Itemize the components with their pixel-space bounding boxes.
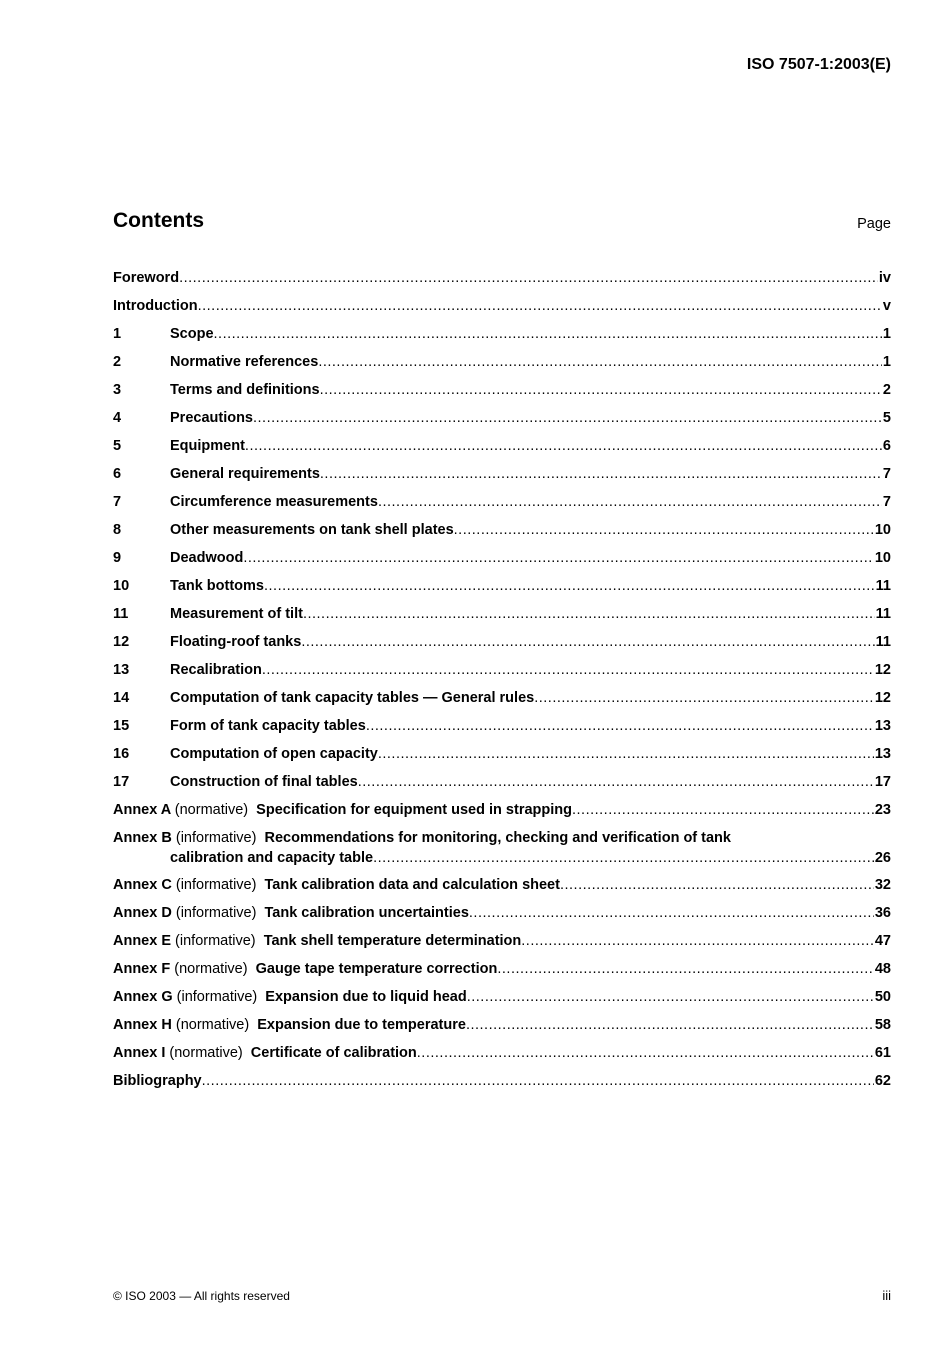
toc-entry-title: Form of tank capacity tables (170, 718, 366, 734)
toc-clause-number: 16 (113, 746, 130, 762)
toc-entry-page: 62 (874, 1073, 891, 1089)
toc-annex-row[interactable] (113, 1043, 891, 1071)
toc-entry-title: Measurement of tilt (170, 606, 303, 622)
toc-clause-number: 1 (113, 326, 122, 342)
toc-clause-number: 9 (113, 550, 122, 566)
toc-entry-page: 47 (874, 933, 891, 949)
dot-leader (373, 848, 874, 868)
toc-clause-row[interactable] (113, 576, 891, 604)
dot-leader (378, 744, 874, 764)
toc-entry-title: Equipment (170, 438, 245, 454)
toc-entry-page: 7 (882, 466, 891, 482)
toc-annex-type: (informative) (176, 989, 258, 1005)
toc-annex-row[interactable] (113, 1015, 891, 1043)
toc-entry-page: 6 (882, 438, 891, 454)
toc-annex-type: (informative) (175, 830, 257, 846)
toc-annex-row[interactable] (113, 931, 891, 959)
toc-entry-page: 1 (882, 326, 891, 342)
toc-foreword[interactable] (113, 268, 891, 296)
toc-entry-page: 10 (874, 522, 891, 538)
toc-clause-row[interactable] (113, 380, 891, 408)
toc-entry-title: Construction of final tables (170, 774, 358, 790)
toc-annex-label: Annex B (113, 830, 172, 846)
dot-leader (320, 464, 882, 484)
toc-clause-row[interactable] (113, 548, 891, 576)
toc-annex-row[interactable] (113, 828, 891, 875)
toc-entry-title: Specification for equipment used in strapping (256, 802, 572, 818)
toc-entry-page: 50 (874, 989, 891, 1005)
toc-annex-label: Annex D (113, 905, 172, 921)
toc-annex-label: Annex C (113, 877, 172, 893)
toc-clause-number: 7 (113, 494, 122, 510)
toc-entry-page: 48 (874, 961, 891, 977)
toc-clause-row[interactable] (113, 408, 891, 436)
toc-entry-title: Recalibration (170, 662, 262, 678)
toc-clause-number: 14 (113, 690, 130, 706)
toc-entry-title: Tank shell temperature determination (263, 933, 522, 949)
dot-leader (417, 1043, 874, 1063)
toc-entry-title: Precautions (170, 410, 253, 426)
dot-leader (264, 576, 875, 596)
toc-annex-label: Annex E (113, 933, 172, 949)
toc-clause-row[interactable] (113, 604, 891, 632)
toc-clause-row[interactable] (113, 772, 891, 800)
toc-entry-title: Bibliography (113, 1073, 202, 1089)
toc-entry-page: 11 (875, 606, 891, 622)
toc-entry-page: 32 (874, 877, 891, 893)
toc-entry-page: 26 (874, 850, 891, 866)
toc-clause-number: 4 (113, 410, 122, 426)
toc-entry-page: 58 (874, 1017, 891, 1033)
toc-annex-type: (normative) (169, 1045, 243, 1061)
toc-annex-row[interactable] (113, 875, 891, 903)
toc-entry-page: 11 (875, 634, 891, 650)
toc-clause-row[interactable] (113, 464, 891, 492)
toc-annex-label: Annex A (113, 802, 171, 818)
dot-leader (454, 520, 874, 540)
toc-entry-title: Computation of tank capacity tables — General rules (170, 690, 535, 706)
toc-clause-row[interactable] (113, 632, 891, 660)
toc-clause-number: 6 (113, 466, 122, 482)
toc-entry-page: 11 (875, 578, 891, 594)
toc-entry-page: 23 (874, 802, 891, 818)
toc-entry-title: Expansion due to liquid head (265, 989, 467, 1005)
toc-entry-page: 17 (874, 774, 891, 790)
toc-entry-title: Deadwood (170, 550, 244, 566)
toc-clause-number: 8 (113, 522, 122, 538)
toc-clause-number: 10 (113, 578, 130, 594)
toc-entry-title: Expansion due to temperature (257, 1017, 466, 1033)
page-column-label: Page (857, 216, 891, 232)
toc-entry-title: General requirements (170, 466, 320, 482)
toc-clause-row[interactable] (113, 660, 891, 688)
toc-annex-type: (informative) (175, 933, 256, 949)
dot-leader (318, 352, 882, 372)
toc-entry-title: Foreword (113, 270, 180, 286)
dot-leader (202, 1071, 874, 1091)
toc-entry-page: 12 (874, 662, 891, 678)
toc-entry-page: 13 (874, 746, 891, 762)
toc-clause-row[interactable] (113, 744, 891, 772)
toc-entry-title: Computation of open capacity (170, 746, 378, 762)
toc-entry-title: Tank bottoms (170, 578, 264, 594)
toc-annex-label: Annex H (113, 1017, 172, 1033)
dot-leader (534, 688, 874, 708)
toc-entry-title: Floating-roof tanks (170, 634, 302, 650)
toc-entry-title: Normative references (170, 354, 319, 370)
toc-entry-title: Recommendations for monitoring, checking and verification of tank (264, 830, 731, 846)
toc-annex-type: (normative) (175, 1017, 250, 1033)
toc-entry-page: 5 (882, 410, 891, 426)
toc-entry-title: Circumference measurements (170, 494, 378, 510)
toc-entry-title: Introduction (113, 298, 198, 314)
dot-leader (467, 987, 874, 1007)
toc-annex-type: (informative) (175, 905, 257, 921)
toc-entry-page: 2 (882, 382, 891, 398)
toc-entry-page: v (882, 298, 891, 314)
toc-clause-number: 3 (113, 382, 122, 398)
contents-title: Contents (113, 209, 204, 232)
dot-leader (358, 772, 874, 792)
toc-annex-label: Annex G (113, 989, 173, 1005)
toc-introduction[interactable] (113, 296, 891, 324)
toc-clause-number: 11 (113, 606, 129, 622)
toc-clause-row[interactable] (113, 688, 891, 716)
dot-leader (243, 548, 874, 568)
toc-entry-page: 12 (874, 690, 891, 706)
toc-annex-label: Annex F (113, 961, 171, 977)
toc-entry-title: Tank calibration uncertainties (264, 905, 469, 921)
toc-entry-page: 10 (874, 550, 891, 566)
dot-leader (214, 324, 882, 344)
toc-annex-row[interactable] (113, 959, 891, 987)
toc-annex-label: Annex I (113, 1045, 166, 1061)
footer-copyright: © ISO 2003 — All rights reserved (113, 1289, 290, 1303)
toc-clause-row[interactable] (113, 520, 891, 548)
toc-annex-row[interactable] (113, 903, 891, 931)
toc-entry-title: Gauge tape temperature correction (255, 961, 498, 977)
document-id: ISO 7507-1:2003(E) (746, 56, 891, 73)
toc-entry-title: Tank calibration data and calculation sheet (264, 877, 560, 893)
toc-entry-title: Scope (170, 326, 214, 342)
dot-leader (245, 436, 882, 456)
dot-leader (469, 903, 874, 923)
toc-entry-title: Other measurements on tank shell plates (170, 522, 454, 538)
toc-entry-page: 36 (874, 905, 891, 921)
dot-leader (466, 1015, 874, 1035)
toc-entry-title-continued: calibration and capacity table (170, 850, 374, 866)
toc-clause-number: 12 (113, 634, 130, 650)
dot-leader (303, 604, 875, 624)
toc-entry-title: Certificate of calibration (250, 1045, 417, 1061)
toc-annex-row[interactable] (113, 987, 891, 1015)
toc-entry-page: 13 (874, 718, 891, 734)
dot-leader (366, 716, 874, 736)
toc-bibliography[interactable] (113, 1071, 891, 1099)
toc-clause-number: 15 (113, 718, 130, 734)
toc-annex-row[interactable] (113, 800, 891, 828)
toc-annex-type: (informative) (175, 877, 257, 893)
toc-clause-number: 5 (113, 438, 122, 454)
dot-leader (378, 492, 882, 512)
toc-clause-number: 17 (113, 774, 130, 790)
toc-clause-row[interactable] (113, 436, 891, 464)
toc-clause-row[interactable] (113, 716, 891, 744)
toc-entry-page: 1 (882, 354, 891, 370)
dot-leader (572, 800, 874, 820)
toc-entry-title: Terms and definitions (170, 382, 320, 398)
dot-leader (179, 268, 878, 288)
dot-leader (253, 408, 882, 428)
table-of-contents (113, 268, 891, 1099)
toc-entry-page: 7 (882, 494, 891, 510)
toc-clause-row[interactable] (113, 352, 891, 380)
dot-leader (198, 296, 882, 316)
toc-clause-row[interactable] (113, 492, 891, 520)
dot-leader (497, 959, 873, 979)
dot-leader (560, 875, 874, 895)
dot-leader (262, 660, 874, 680)
toc-clause-row[interactable] (113, 324, 891, 352)
toc-annex-type: (normative) (174, 802, 249, 818)
dot-leader (521, 931, 874, 951)
toc-annex-type: (normative) (174, 961, 248, 977)
toc-clause-number: 13 (113, 662, 130, 678)
toc-clause-number: 2 (113, 354, 122, 370)
dot-leader (301, 632, 874, 652)
toc-entry-page: iv (878, 270, 891, 286)
toc-entry-page: 61 (874, 1045, 891, 1061)
footer-page-number: iii (882, 1288, 891, 1303)
dot-leader (320, 380, 882, 400)
